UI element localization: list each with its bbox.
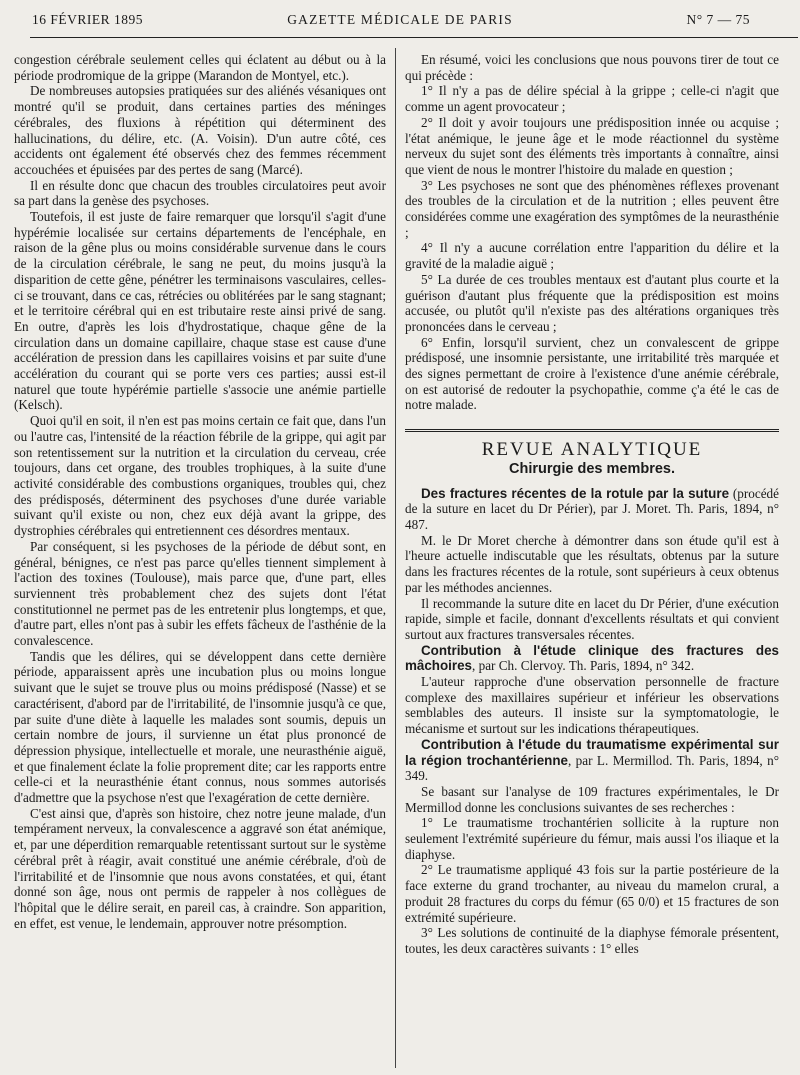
article-title: Contribution à l'étude du traumatisme expérimental sur la région trochantérienne [405, 736, 779, 768]
article-title: Des fractures récentes de la rotule par la suture [421, 485, 730, 501]
conclusion-item: 2° Il doit y avoir toujours une prédisposition innée ou acquise ; l'état anémique, le jeune âge et le mode réactionnel du système nerveux du sujet sont des éléments très importants à connaître, ainsi que vient de nous le montrer l'histoire du malade en question ; [405, 114, 779, 177]
paragraph: Toutefois, il est juste de faire remarquer que lorsqu'il s'agit d'une hypérémie localisée sur certains départements de l'encéphale, en raison de la gêne plus ou moins considérable survenue dans le cours de la circulation cérébrale, le sang ne peut, du moins jusqu'à la disparition de cette gêne, pénétrer les terminaisons vasculaires, celles-ci se trouvant, dans ce cas, rétrécies ou oblitérées par le sang stagnant; et le territoire cérébral qui en est tributaire reste ainsi privé de sang. En outre, d'après les lois d'hydrostatique, chaque gêne de la circulation dans un domaine capillaire, chaque stase est cause d'une accélération de pression dans les capillaires voisins et par suite d'une accélération du courant qui se porte vers ces parties; aussi est-il naturel que toute hypérémie partielle s'associe une anémie partielle (Kelsch). [14, 209, 386, 413]
paragraph: L'auteur rapproche d'une observation personnelle de fracture complexe des maxillaires supérieur et inférieur les observations semblables des auteurs. Il insiste sur la symptomatologie, le mécanisme et surtout sur les indications thérapeutiques. [405, 674, 779, 737]
left-column [14, 52, 386, 931]
conclusion-item: 1° Il n'y a pas de délire spécial à la grippe ; celle-ci n'agit que comme un agent provocateur ; [405, 83, 779, 115]
article-reference: , par L. Mermillod. Th. Paris, 1894, n° 349. [405, 752, 779, 784]
article-title: Contribution à l'étude clinique des fractures des mâchoires [405, 642, 779, 674]
paragraph: De nombreuses autopsies pratiquées sur des aliénés vésaniques ont montré qu'il se produit, dans certaines parties des méninges cérébrales, des fluxions à répétition qui déterminent des hallucinations, du délire, etc. (A. Voisin). D'un autre côté, ces accidents ont également été observés chez des femmes récemment accouchées et épuisées par des pertes de sang (Marcé). [14, 83, 386, 177]
paragraph: Se basant sur l'analyse de 109 fractures expérimentales, le Dr Mermillod donne les conclusions suivantes de ses recherches : [405, 783, 779, 815]
header-rule [30, 37, 798, 38]
paragraph: En résumé, voici les conclusions que nous pouvons tirer de tout ce qui précède : [405, 52, 779, 83]
article-heading [405, 643, 779, 674]
issue-date: 16 FÉVRIER 1895 [32, 12, 144, 27]
issue-page-number: N° 7 — 75 [686, 12, 750, 27]
conclusion-item: 3° Les psychoses ne sont que des phénomènes réflexes provenant des troubles de la circulation et de la nutrition ; elles peuvent être considérées comme une exagération des symptômes de la neurasthénie ; [405, 177, 779, 240]
section-subtitle: Chirurgie des membres. [509, 460, 675, 477]
paragraph: Tandis que les délires, qui se développent dans cette dernière période, apparaissent après une incubation plus ou moins longue suivant que le sujet se trouve plus ou moins prédisposé (Nasse) et se caractérisent, d'abord par de l'irritabilité, de l'insomnie jusqu'à ce que, par suite d'une diète à laquelle les malades sont soumis, depuis un certain nombre de jours, il survienne un état plus prononcé de dépression physique, intellectuelle et morale, une neurasthénie aiguë, et que finalement éclate la folie proprement dite; car les rapports entre celle-ci et la neurasthénie étant connus, nous sommes autorisés d'admettre que la psychose n'est que l'exagération de cette dernière. [14, 648, 386, 806]
paragraph: C'est ainsi que, d'après son histoire, chez notre jeune malade, d'un tempérament nerveux, la convalescence a aggravé son état anémique, et, par une déperdition remarquable retentissant surtout sur le système cérébral prêt à réagir, avait constitué une anémie cérébrale, d'où de l'irritabilité et de l'insomnie que nous avons constatées, et qui, étant donné son âge, nous ont permis de rappeler à nos collègues de l'hôpital que le délire serait, en pareil cas, à craindre. Son apparition, en effet, est venue, le lendemain, approuver notre présomption. [14, 805, 386, 931]
conclusion-item: 6° Enfin, lorsqu'il survient, chez un convalescent de grippe prédisposé, une insomnie persistante, une irritabilité très marquée et des signes permettant de croire à l'existence d'une anémie cérébrale, on est autorisé de redouter la psychopathie, comme ç'a été le cas de notre malade. [405, 334, 779, 413]
conclusion-item: 5° La durée de ces troubles mentaux est d'autant plus courte et la guérison d'autant plus fréquente que la prédisposition est moins accusée, ou plutôt qu'il n'existe pas des altérations organiques très prononcées dans le cerveau ; [405, 271, 779, 334]
right-column [405, 52, 779, 957]
column-divider [395, 48, 396, 1068]
paragraph: Il en résulte donc que chacun des troubles circulatoires peut avoir sa part dans la genèse des psychoses. [14, 177, 386, 209]
paragraph: Quoi qu'il en soit, il n'en est pas moins certain ce fait que, dans l'un ou l'autre cas, l'intensité de la réaction fébrile de la grippe, qui agit par son retentissement sur la nutrition et la circulation du cerveau, crée toujours, dans cet organe, des troubles trophiques, à la suite d'une activité considérable des combustions organiques, troubles qui, chez des prédisposés, déterminent des psychoses d'une durée variable suivant qu'il existe ou non, chez eux déjà avant la grippe, des dystrophies cérébrales qui entretiennent ces désordres mentaux. [14, 413, 386, 539]
article-heading [405, 737, 779, 784]
paragraph: 2° Le traumatisme appliqué 43 fois sur la partie postérieure de la face externe du grand trochanter, au niveau du mamelon crural, a produit 28 fractures du corps du fémur (65 0/0) et 15 fractures de son extrémité supérieure. [405, 862, 779, 925]
section-rule [405, 429, 779, 432]
section-title: REVUE ANALYTIQUE [481, 439, 703, 461]
page-header [0, 0, 800, 36]
paragraph: 3° Les solutions de continuité de la diaphyse fémorale présentent, toutes, les deux caractères suivants : 1° elles [405, 925, 779, 956]
paragraph: Par conséquent, si les psychoses de la période de début sont, en général, bénignes, ce n'est pas parce qu'elles tiennent simplement à l'action des toxines (Toulouse), mais parce que, d'une part, elles surviennent très probablement chez des sujets dont l'état constitutionnel ne permet pas de les entretenir plus longtemps, et que, d'autre part, elles n'ont pas à subir les effets fâcheux de l'asthénie de la convalescence. [14, 538, 386, 649]
paragraph: congestion cérébrale seulement celles qui éclatent au début ou à la période prodromique de la grippe (Marandon de Montyel, etc.). [14, 52, 386, 83]
paragraph: Il recommande la suture dite en lacet du Dr Périer, d'une exécution rapide, simple et facile, donnant d'excellents résultats et qui convient surtout aux fractures transversales récentes. [405, 595, 779, 642]
article-heading [405, 486, 779, 533]
article-reference: (procédé de la suture en lacet du Dr Périer), par J. Moret. Th. Paris, 1894, n° 487. [405, 485, 779, 532]
article-reference: , par Ch. Clervoy. Th. Paris, 1894, n° 342. [472, 658, 695, 674]
paragraph: M. le Dr Moret cherche à démontrer dans son étude qu'il est à l'heure actuelle indiscutable que les résultats, obtenus par la suture dans les fractures récentes de la rotule, sont supérieurs à ceux obtenus par les méthodes anciennes. [405, 532, 779, 595]
paragraph: 1° Le traumatisme trochantérien sollicite à la rupture non seulement l'extrémité supérieure du fémur, mais aussi l'os iliaque et la diaphyse. [405, 815, 779, 862]
conclusion-item: 4° Il n'y a aucune corrélation entre l'apparition du délire et la gravité de la maladie aiguë ; [405, 240, 779, 272]
journal-title: GAZETTE MÉDICALE DE PARIS [287, 12, 513, 27]
